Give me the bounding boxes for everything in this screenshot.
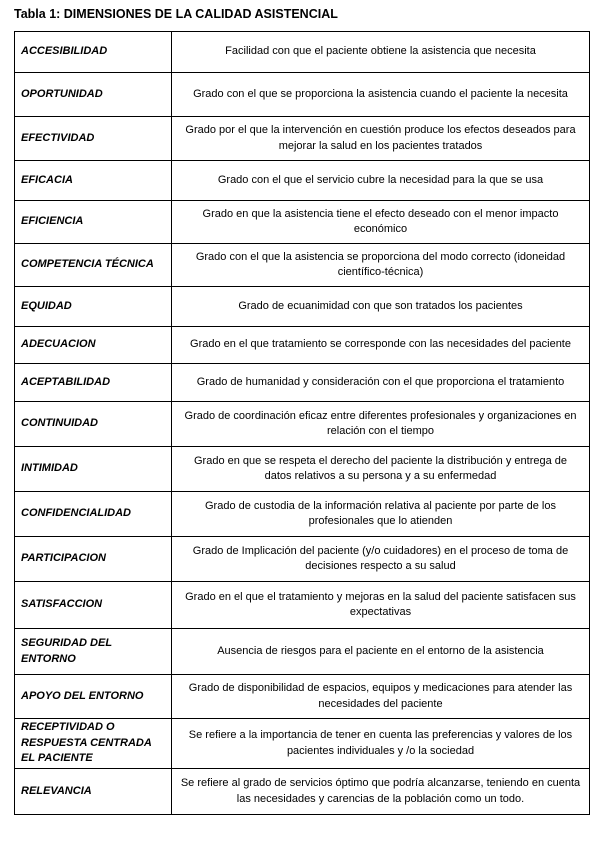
dimension-term: PARTICIPACION [15, 537, 172, 582]
table-row [15, 492, 590, 537]
dimension-definition: Grado de disponibilidad de espacios, equipos y medicaciones para atender las necesidades del paciente [172, 675, 590, 719]
dimension-term: COMPETENCIA TÉCNICA [15, 244, 172, 287]
dimension-definition: Grado de humanidad y consideración con el que proporciona el tratamiento [172, 364, 590, 402]
dimension-term: RECEPTIVIDAD O RESPUESTA CENTRADA EL PACIENTE [15, 719, 172, 769]
table-row [15, 719, 590, 769]
dimension-definition: Grado en que se respeta el derecho del paciente la distribución y entrega de datos relativos a su persona y a su enfermedad [172, 447, 590, 492]
table-row [15, 537, 590, 582]
dimension-definition: Se refiere a la importancia de tener en cuenta las preferencias y valores de los pacientes individuales y /o la sociedad [172, 719, 590, 769]
dimension-term: ACCESIBILIDAD [15, 32, 172, 73]
table-row [15, 447, 590, 492]
dimension-term: OPORTUNIDAD [15, 73, 172, 117]
dimension-term: EFICIENCIA [15, 201, 172, 244]
dimension-term: EFECTIVIDAD [15, 117, 172, 161]
table-row [15, 32, 590, 73]
dimension-definition: Grado de custodia de la información relativa al paciente por parte de los profesionales que lo atienden [172, 492, 590, 537]
table-row [15, 201, 590, 244]
table-row [15, 629, 590, 675]
dimension-term: APOYO DEL ENTORNO [15, 675, 172, 719]
table-row [15, 287, 590, 327]
dimension-term: SATISFACCION [15, 582, 172, 629]
quality-dimensions-table [14, 31, 590, 815]
table-row [15, 73, 590, 117]
table-row [15, 769, 590, 815]
table-row [15, 117, 590, 161]
table-row [15, 327, 590, 364]
dimension-definition: Grado en el que el tratamiento y mejoras en la salud del paciente satisfacen sus expectativas [172, 582, 590, 629]
dimension-definition: Grado de coordinación eficaz entre diferentes profesionales y organizaciones en relación con el tiempo [172, 402, 590, 447]
dimension-definition: Facilidad con que el paciente obtiene la asistencia que necesita [172, 32, 590, 73]
dimension-definition: Grado de Implicación del paciente (y/o cuidadores) en el proceso de toma de decisiones respecto a su salud [172, 537, 590, 582]
table-row [15, 161, 590, 201]
dimension-term: SEGURIDAD DEL ENTORNO [15, 629, 172, 675]
table-row [15, 244, 590, 287]
dimension-definition: Grado con el que se proporciona la asistencia cuando el paciente la necesita [172, 73, 590, 117]
dimension-term: RELEVANCIA [15, 769, 172, 815]
dimension-term: CONTINUIDAD [15, 402, 172, 447]
table-row [15, 582, 590, 629]
dimension-term: CONFIDENCIALIDAD [15, 492, 172, 537]
dimension-term: INTIMIDAD [15, 447, 172, 492]
dimension-definition: Se refiere al grado de servicios óptimo que podría alcanzarse, teniendo en cuenta las necesidades y carencias de la población como un todo. [172, 769, 590, 815]
dimension-definition: Grado con el que el servicio cubre la necesidad para la que se usa [172, 161, 590, 201]
dimension-definition: Ausencia de riesgos para el paciente en el entorno de la asistencia [172, 629, 590, 675]
dimension-term: EFICACIA [15, 161, 172, 201]
dimension-term: ADECUACION [15, 327, 172, 364]
dimension-term: EQUIDAD [15, 287, 172, 327]
dimension-definition: Grado de ecuanimidad con que son tratados los pacientes [172, 287, 590, 327]
dimension-definition: Grado por el que la intervención en cuestión produce los efectos deseados para mejorar la salud en los pacientes tratados [172, 117, 590, 161]
table-title: Tabla 1: DIMENSIONES DE LA CALIDAD ASISTENCIAL [14, 7, 338, 21]
table-row [15, 675, 590, 719]
dimension-definition: Grado con el que la asistencia se proporciona del modo correcto (idoneidad científico-técnica) [172, 244, 590, 287]
table-row [15, 402, 590, 447]
dimension-term: ACEPTABILIDAD [15, 364, 172, 402]
dimension-definition: Grado en el que tratamiento se corresponde con las necesidades del paciente [172, 327, 590, 364]
dimension-definition: Grado en que la asistencia tiene el efecto deseado con el menor impacto económico [172, 201, 590, 244]
table-row [15, 364, 590, 402]
